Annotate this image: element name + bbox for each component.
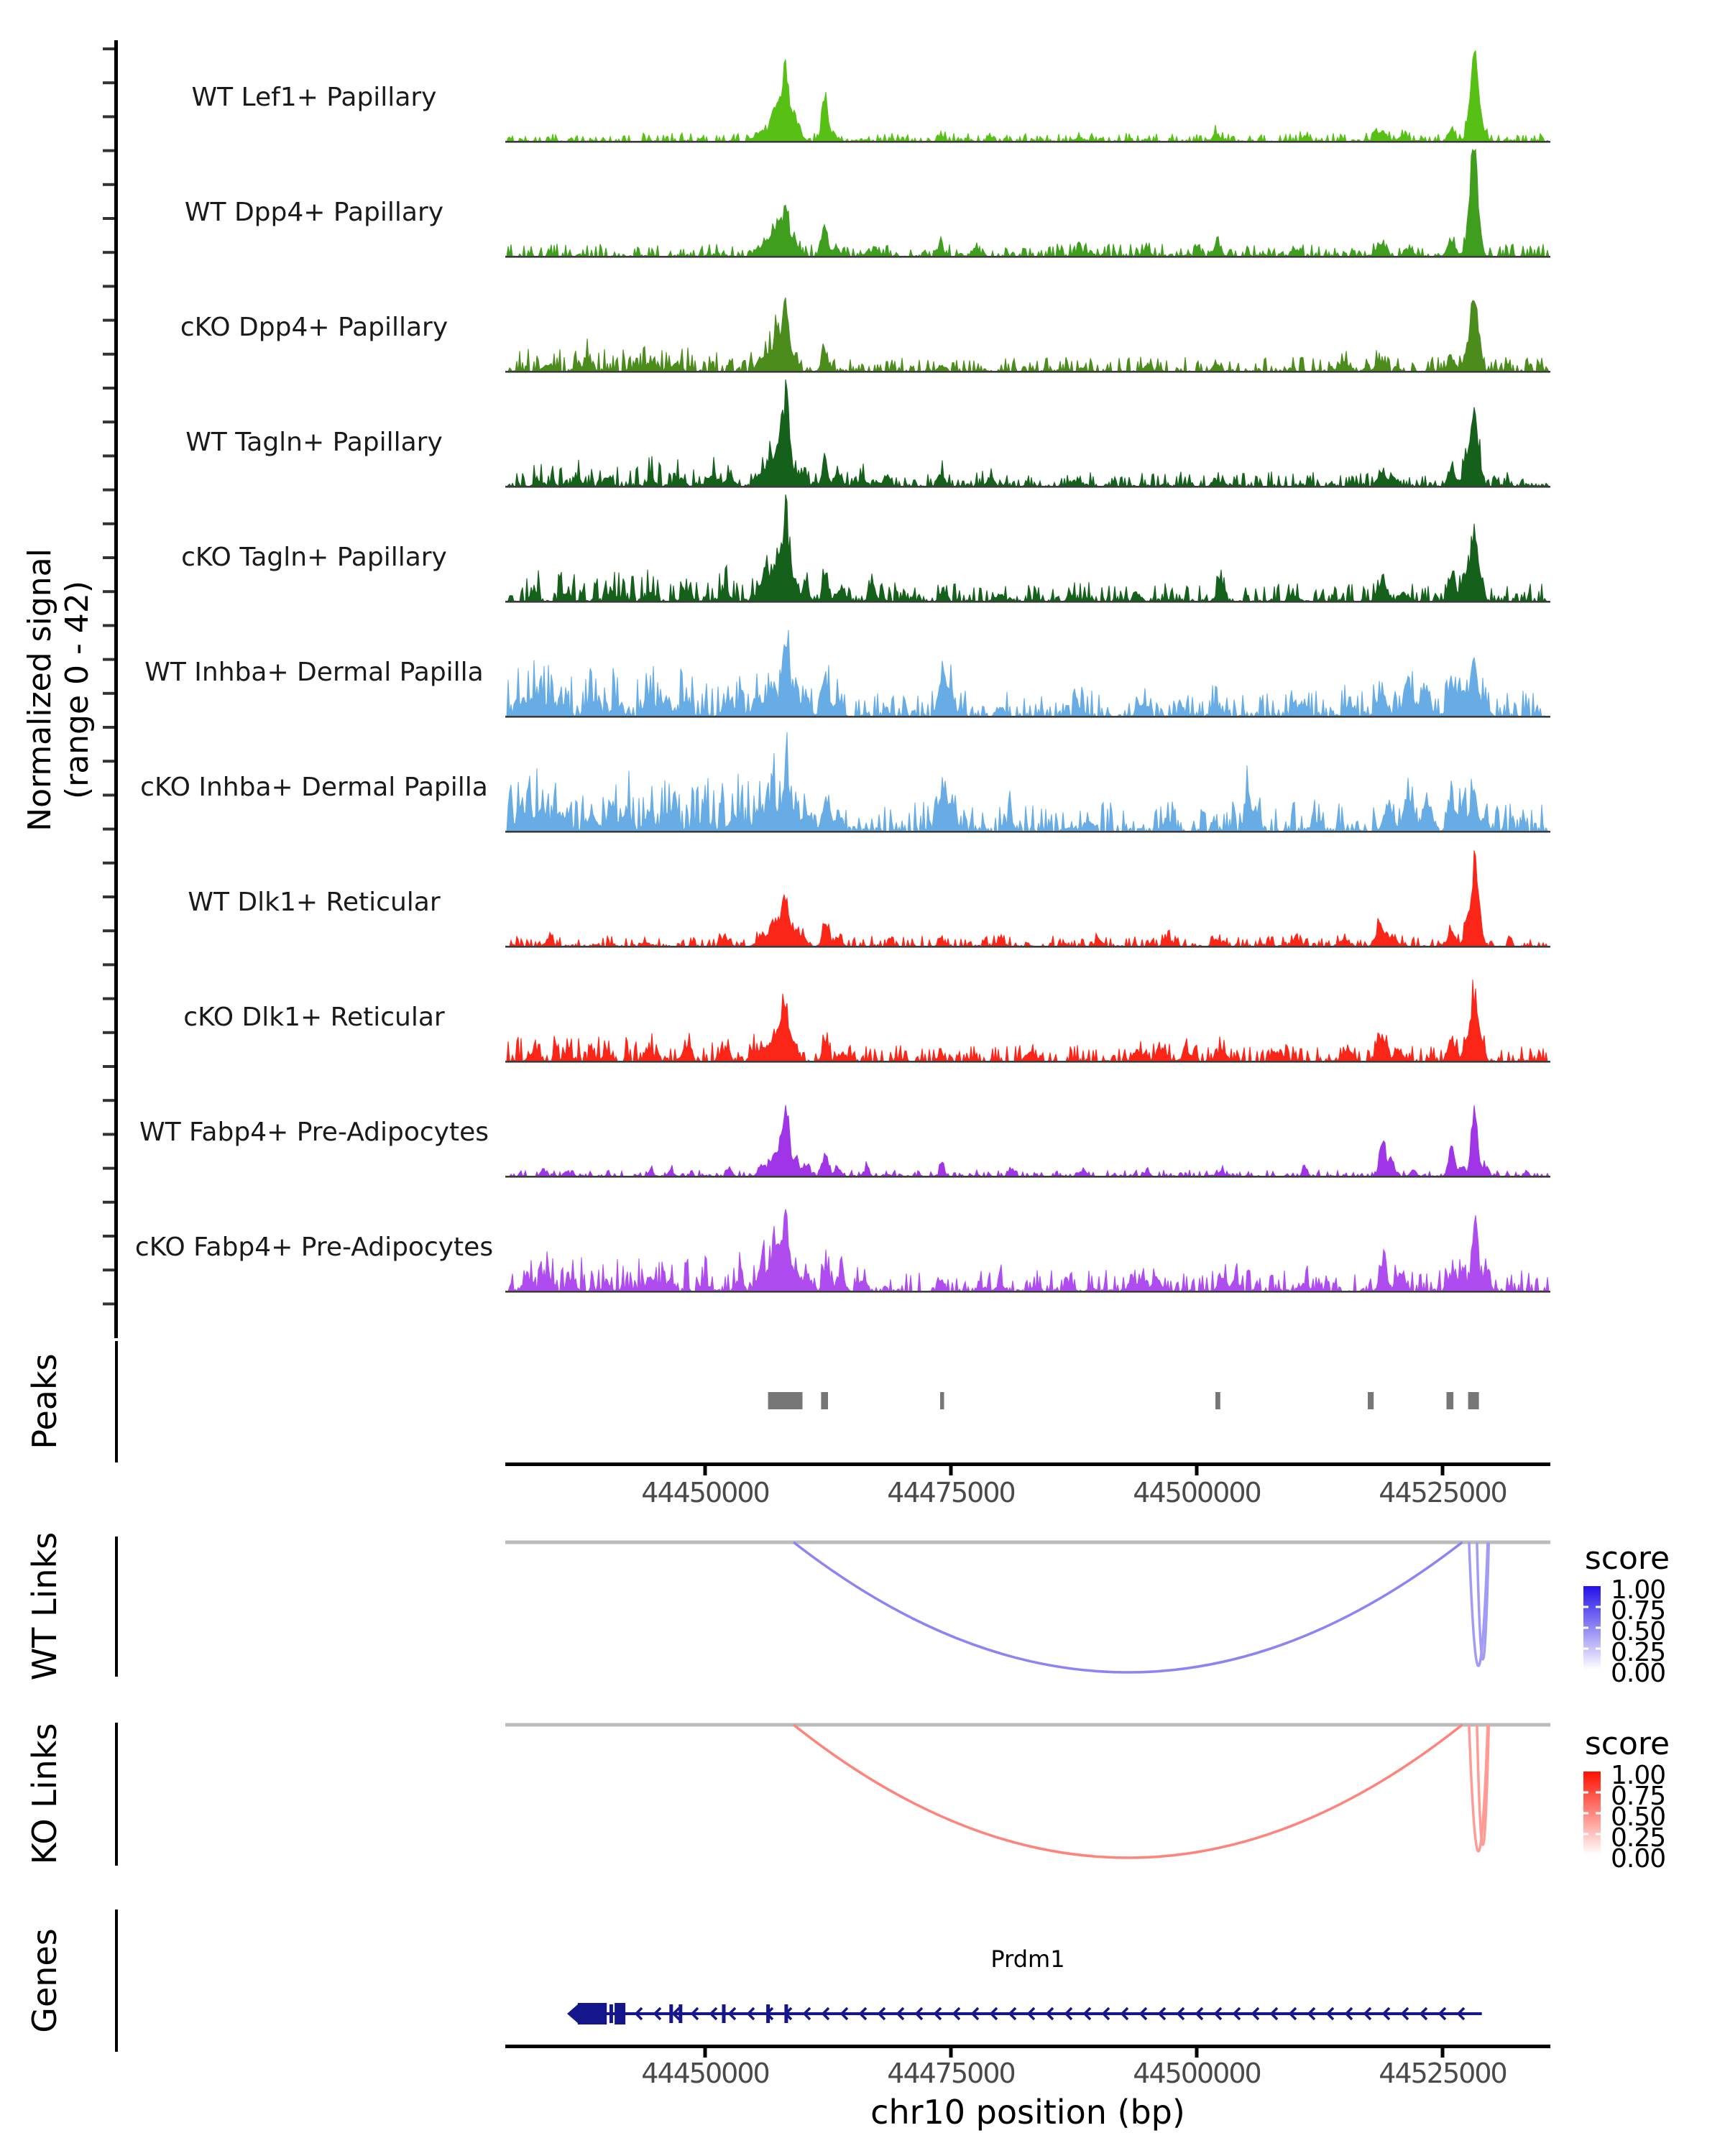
signal-y-axis-tick (103, 420, 114, 423)
wt-score-legend-title: score (1584, 1540, 1670, 1577)
signal-y-axis-tick (103, 1201, 114, 1204)
signal-y-axis-tick (103, 522, 114, 525)
track-label-wt-dlk1: WT Dlk1+ Reticular (188, 888, 441, 917)
coverage-baseline-3 (505, 486, 1550, 488)
signal-y-axis-tick (103, 1268, 114, 1271)
signal-y-axis-tick (103, 963, 114, 966)
y-axis-label (22, 548, 96, 831)
x-tick-bottom-44525000: 44525000 (1379, 2058, 1506, 2089)
peak-interval-1 (821, 1392, 828, 1409)
ko-links-bracket (115, 1723, 118, 1866)
signal-y-axis-tick (103, 624, 114, 627)
coverage-baseline-5 (505, 716, 1550, 718)
track-label-cko-inhba: cKO Inhba+ Dermal Papilla (140, 773, 488, 802)
x-tick-top-44500000: 44500000 (1133, 1477, 1261, 1508)
x-tick-bottom-44450000: 44450000 (641, 2058, 769, 2089)
ko-cb-label-050: 0.50 (1611, 1802, 1666, 1832)
peak-interval-2 (940, 1392, 944, 1409)
gene-name-prdm1: Prdm1 (990, 1945, 1065, 1973)
track-label-wt-lef1: WT Lef1+ Papillary (191, 83, 437, 112)
y-axis-label-line1: Normalized signal (22, 548, 59, 831)
signal-y-axis-tick (103, 760, 114, 763)
ko-links-baseline (505, 1723, 1550, 1727)
signal-y-axis-tick (103, 251, 114, 254)
colorbar-tick (1596, 1648, 1601, 1650)
peak-interval-4 (1368, 1392, 1374, 1409)
coverage-baseline-6 (505, 831, 1550, 833)
signal-y-axis-tick (103, 726, 114, 729)
peak-interval-0 (768, 1392, 803, 1409)
genome-axis-tick (1441, 2048, 1445, 2058)
genome-axis-top (505, 1462, 1550, 1466)
coverage-signal-2 (507, 298, 1549, 372)
ko-cb-label-000: 0.00 (1611, 1844, 1666, 1874)
x-tick-top-44475000: 44475000 (887, 1477, 1015, 1508)
track-label-wt-fabp4: WT Fabp4+ Pre-Adipocytes (139, 1118, 489, 1147)
ko-score-legend-title: score (1584, 1726, 1670, 1762)
gene-exon-tick (722, 2004, 726, 2023)
coverage-baseline-2 (505, 371, 1550, 373)
coverage-signal-5 (507, 630, 1549, 717)
colorbar-tick (1583, 1833, 1588, 1835)
gene-exon-tick (669, 2004, 673, 2023)
genes-section-label: Genes (25, 1928, 64, 2033)
signal-y-axis-tick (103, 183, 114, 186)
track-label-cko-dlk1: cKO Dlk1+ Reticular (183, 1003, 445, 1032)
signal-y-axis-tick (103, 862, 114, 865)
track-label-wt-inhba: WT Inhba+ Dermal Papilla (144, 658, 484, 687)
ko-cb-label-025: 0.25 (1611, 1823, 1666, 1853)
track-label-cko-fabp4: cKO Fabp4+ Pre-Adipocytes (134, 1233, 494, 1262)
wt-cb-label-000: 0.00 (1611, 1659, 1666, 1688)
peaks-bracket (115, 1341, 118, 1462)
signal-y-axis-tick (103, 47, 114, 50)
peaks-section-label: Peaks (25, 1353, 64, 1450)
wt-link-arc-0 (794, 1542, 1462, 1672)
signal-y-axis-tick (103, 998, 114, 1000)
coverage-signal-9 (507, 1105, 1549, 1176)
signal-y-axis-tick (103, 149, 114, 152)
genome-axis-tick (704, 2048, 707, 2058)
x-axis-title: chr10 position (bp) (870, 2093, 1185, 2132)
colorbar-tick (1596, 1606, 1601, 1608)
colorbar-tick (1583, 1606, 1588, 1608)
coverage-signal-8 (507, 980, 1549, 1061)
signal-y-axis-tick (103, 353, 114, 356)
signal-y-axis-tick (103, 387, 114, 390)
gene-exon-tick (766, 2004, 770, 2023)
coverage-baseline-1 (505, 256, 1550, 258)
coverage-signal-4 (507, 494, 1549, 602)
coverage-baseline-9 (505, 1176, 1550, 1178)
signal-y-axis-tick (103, 489, 114, 492)
genes-bracket (115, 1909, 118, 2052)
wt-cb-label-100: 1.00 (1611, 1575, 1666, 1605)
colorbar-tick (1596, 1833, 1601, 1835)
ko-link-arc-0 (794, 1725, 1462, 1858)
gene-exon-box-1 (615, 2003, 625, 2024)
ko-cb-label-075: 0.75 (1611, 1782, 1666, 1811)
gene-left-end-arrow-icon (567, 2004, 579, 2024)
genome-axis-bottom (505, 2045, 1550, 2048)
colorbar-tick (1583, 1792, 1588, 1794)
coverage-signal-7 (507, 850, 1549, 946)
x-tick-top-44525000: 44525000 (1379, 1477, 1506, 1508)
x-tick-bottom-44475000: 44475000 (887, 2058, 1015, 2089)
coverage-signal-10 (507, 1210, 1549, 1291)
gene-exon-tick (678, 2004, 682, 2023)
ko-cb-label-100: 1.00 (1611, 1761, 1666, 1790)
colorbar-tick (1596, 1812, 1601, 1815)
colorbar-tick (1583, 1648, 1588, 1650)
colorbar-tick (1596, 1792, 1601, 1794)
coverage-baseline-10 (505, 1291, 1550, 1293)
genome-axis-tick (949, 1466, 953, 1475)
gene-exon-tick (610, 2004, 613, 2023)
signal-y-axis-tick (103, 828, 114, 831)
signal-y-axis-tick (103, 1065, 114, 1068)
signal-y-axis-tick (103, 1099, 114, 1102)
gene-exon-tick (784, 2004, 788, 2023)
wt-links-baseline (505, 1541, 1550, 1544)
coverage-signal-1 (507, 149, 1549, 257)
coverage-baseline-7 (505, 946, 1550, 948)
wt-cb-label-075: 0.75 (1611, 1596, 1666, 1626)
track-label-wt-tagln: WT Tagln+ Papillary (185, 428, 443, 457)
coverage-baseline-8 (505, 1061, 1550, 1063)
coverage-signal-6 (507, 732, 1549, 831)
wt-cb-label-025: 0.25 (1611, 1638, 1666, 1667)
peak-interval-3 (1215, 1392, 1220, 1409)
track-label-wt-dpp4: WT Dpp4+ Papillary (184, 198, 444, 227)
track-label-cko-dpp4: cKO Dpp4+ Papillary (180, 313, 448, 342)
x-tick-bottom-44500000: 44500000 (1133, 2058, 1261, 2089)
genome-axis-tick (1195, 2048, 1199, 2058)
signal-y-axis-tick (103, 590, 114, 593)
coverage-signal-3 (507, 379, 1549, 487)
genome-axis-tick (1195, 1466, 1199, 1475)
colorbar-tick (1583, 1812, 1588, 1815)
signal-y-axis-tick (103, 285, 114, 287)
genome-axis-tick (1441, 1466, 1445, 1475)
colorbar-tick (1596, 1627, 1601, 1629)
ko-links-section-label: KO Links (25, 1723, 64, 1865)
signal-y-axis-tick (103, 1302, 114, 1305)
signal-y-axis-tick (103, 929, 114, 932)
track-label-cko-tagln: cKO Tagln+ Papillary (181, 543, 447, 572)
y-axis-label-line2: (range 0 - 42) (59, 580, 96, 800)
gene-exon-box-0 (578, 2003, 607, 2024)
signal-y-axis-tick (103, 1167, 114, 1170)
x-tick-top-44450000: 44450000 (641, 1477, 769, 1508)
peak-interval-6 (1468, 1392, 1479, 1409)
signal-y-axis-tick (103, 692, 114, 695)
wt-links-bracket (115, 1537, 118, 1677)
colorbar-tick (1583, 1627, 1588, 1629)
coverage-signal-0 (507, 51, 1549, 142)
wt-links-section-label: WT Links (25, 1531, 64, 1681)
coverage-baseline-4 (505, 601, 1550, 603)
genome-axis-tick (704, 1466, 707, 1475)
genome-axis-tick (949, 2048, 953, 2058)
peak-interval-5 (1447, 1392, 1454, 1409)
wt-cb-label-050: 0.50 (1611, 1617, 1666, 1646)
coverage-baseline-0 (505, 141, 1550, 143)
signal-y-axis-tick (103, 115, 114, 118)
